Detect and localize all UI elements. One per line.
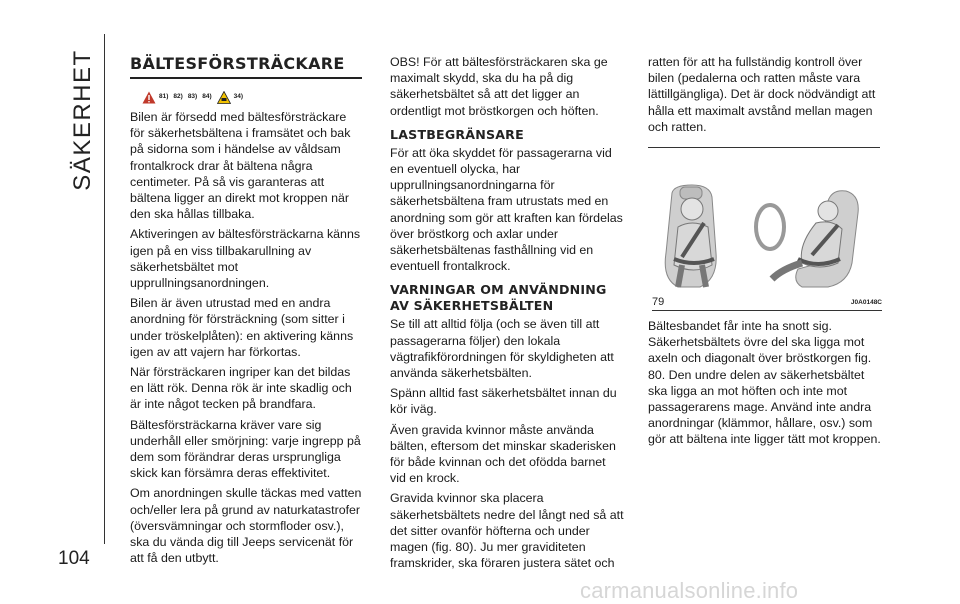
column-2: [390, 54, 624, 575]
figure-number: 79: [652, 296, 665, 308]
warning-ref[interactable]: 84): [202, 92, 212, 100]
seatbelt-illustration: [652, 183, 878, 291]
page-number: 104: [58, 548, 90, 569]
figure-bottom-rule: [652, 310, 882, 311]
paragraph: Se till att alltid följa (och se även till att passagerarna följer) den lokala vägtrafikförordningen för skyldigheten att använda säkerhetsbälten.: [390, 317, 614, 381]
section-heading: VARNINGAR OM ANVÄNDNING AV SÄKERHETSBÄLTEN: [390, 282, 607, 314]
paragraph: Aktiveringen av bältesförsträckarna känns igen på en viss tillbakarullning av säkerhetsbältet mot upprullningsanordningen.: [130, 227, 361, 291]
watermark: carmanualsonline.info: [580, 578, 799, 603]
warning-ref[interactable]: 81): [159, 92, 169, 100]
figure-caption-row: [652, 296, 882, 308]
paragraph: Gravida kvinnor ska placera säkerhetsbältets nedre del långt ned så att det sitter ovanför höfterna och under magen (fig. 80). Ju mer graviditeten framskrider, ska föraren justera sätet och: [390, 491, 624, 571]
column-1: [130, 54, 364, 570]
paragraph: Spänn alltid fast säkerhetsbältet innan du kör iväg.: [390, 386, 617, 417]
section-side-label-text: SÄKERHET: [69, 49, 96, 191]
page-heading: BÄLTESFÖRSTRÄCKARE: [130, 54, 362, 79]
section-heading: LASTBEGRÄNSARE: [390, 126, 524, 142]
seatbelt-figure: [652, 183, 878, 291]
figure-code: J0A0148C: [850, 299, 882, 306]
warning-ref[interactable]: 34): [233, 92, 244, 100]
paragraph: Bilen är även utrustad med en andra anordning för försträckning (som sitter i under tröskelplåten): en aktivering känns igen av att vajern har förkortas.: [130, 296, 354, 359]
paragraph: Bältesbandet får inte ha snott sig. Säkerhetsbältets övre del ska ligga mot axeln och diagonalt över bröstkorgen fig. 80. Den undre delen av säkerhetsbältet ska ligga an mot höften och inte mot passagerarens mage. Använd inte andra anordningar (klämmor, hållare, osv.) som gör att bältena inte ligger tätt mot kroppen.: [648, 319, 881, 447]
warning-row: [142, 89, 364, 105]
paragraph: Om anordningen skulle täckas med vatten och/eller lera på grund av naturkatastrofer (översvämningar och stormfloder osv.), ska du vända dig till Jeeps servicenät för att få den utbytt.: [130, 486, 362, 566]
section-side-label: [66, 49, 100, 191]
paragraph: När försträckaren ingriper kan det bildas en lätt rök. Denna rök är inte skadlig och är inte något tecken på brandfara.: [130, 365, 352, 412]
caution-triangle-icon: [217, 91, 231, 104]
paragraph: ratten för att ha fullständig kontroll över bilen (pedalerna och ratten måste vara lättillgängliga). Det är dock nödvändigt att hålla ett maximalt avstånd mellan magen och ratten.: [648, 55, 876, 134]
paragraph: Bilen är försedd med bältesförsträckare för säkerhetsbältena i framsätet och bak på sidorna som i händelse av våldsam frontalkrock drar åt bältena några centimeter. På så vis garanteras att bältena ligger an direkt mot kroppen när den ska hållas tillbaka.: [130, 110, 351, 222]
warning-ref[interactable]: 82): [173, 92, 183, 100]
warning-triangle-icon: [142, 91, 156, 104]
vertical-divider: [104, 34, 105, 544]
warning-ref[interactable]: 83): [187, 92, 198, 100]
paragraph: För att öka skyddet för passagerarna vid en eventuell olycka, har upprullningsanordningarna för säkerhetsbältena fram utrustats med en anordning som gör att kraften kan fördelas över bröstkorg och axlar under säkerhetsbältenas fasthållning vid en eventuell frontalkrock.: [390, 145, 623, 274]
paragraph: Även gravida kvinnor måste använda bälten, eftersom det minskar skaderisken för både kvinnan och det ofödda barnet vid en krock.: [390, 422, 616, 486]
figure-top-rule: [648, 147, 880, 148]
column-3-lower: [648, 318, 882, 448]
paragraph: Bältesförsträckarna kräver vare sig underhåll eller smörjning: varje ingrepp på dem som förändrar deras ursprungliga skick kan försämra deras effektivitet.: [130, 417, 361, 481]
paragraph: OBS! För att bältesförsträckaren ska ge maximalt skydd, ska du ha på dig säkerhetsbältet så att det ligger an ordentligt mot bröstkorgen och höften.: [390, 55, 608, 118]
column-3: [648, 54, 882, 148]
